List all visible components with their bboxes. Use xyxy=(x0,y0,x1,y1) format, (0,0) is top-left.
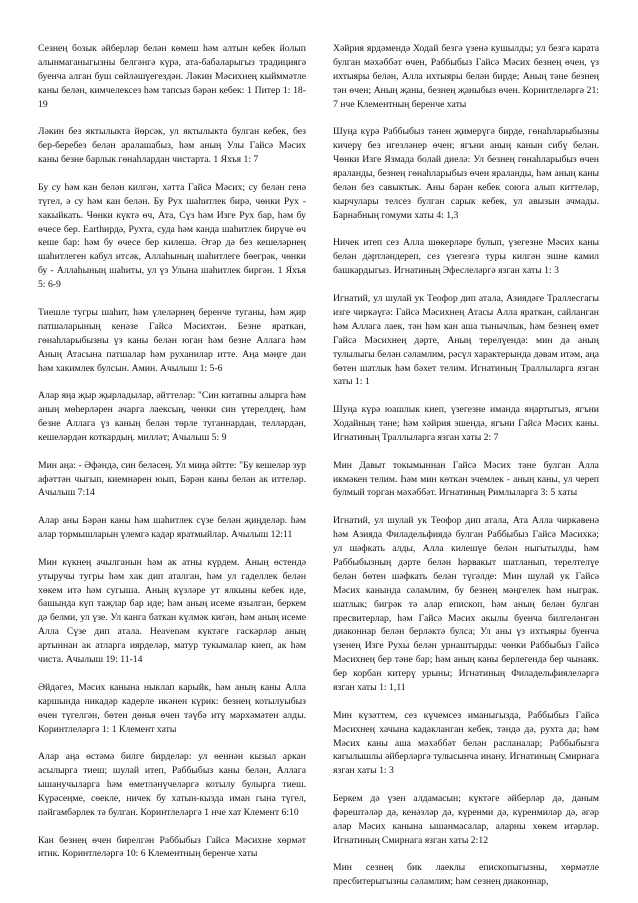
paragraph: Әйдәгез, Мәсих канына ныклап карыйк, һәм аның каны Алла каршында никадәр кадерле икәнен күрик: безнең котылуыбыз өчен түгелгән, бөтен дөнья өчен тәүбә итү мәрхәмәтен алды. Коринтлеләргә 1: 1 Клемент хаты xyxy=(38,681,306,735)
paragraph: Бу су һәм кан белән килгән, хәтта Гайсә Мәсих; су белән генә түгел, ә су һәм кан белән. Бу Рух шаһитлек бирә, чөнки Рух - хакыйкать. Чөнки күктә өч, Ата, Сүз һәм Изге Рух бар, һәм бу өчесе бер. Earthирдә, Рухта, суда һәм канда шаһитлек бирүче өч кеше бар: һәм бу өчесе бер килешә. Әгәр дә без кешеләрнең шаһитлеген кабул итсәк, Аллаһының шаһитлеге бөегрәк, чөнки бу - Аллаһының шаһиты, ул үз Улына шаһитлек биргән. 1 Яхъя 5: 6-9 xyxy=(38,181,306,291)
paragraph: Алар яңа җыр җырладылар, әйттеләр: "Син китапны алырга һәм аның мөһерләрен ачарга лаексың, чөнки син үтерелдең, һәм безне Аллага үз каның белән төрле туганнардан, телләрдән, кешеләрдән коткардың. милләт; Ачылыш 5: 9 xyxy=(38,390,306,443)
left-column xyxy=(38,42,306,875)
paragraph: Мин күзәттем, сез күчемсез иманыгызда, Раббыбыз Гайсә Мәсихнең хачына кадакланган кебек, тәндә дә, рухта да; һәм Мәсих каны аша мәхәббәт белән расланалар; Раббыбызга кагылышлы әйберләргә тулысынча инану. Игнатиның Смирнага язган хаты 1: 3 xyxy=(333,709,599,777)
paragraph: Беркем дә үзен алдамасын; күктәге әйберләр дә, даным фәрештәләр дә, кенәзләр дә, күренми дә, күренмиләр дә, әгәр алар Мәсих канына ышанмасалар, аларны хөкем итәрләр. Игнатиның Смирнага язган хаты 2:12 xyxy=(333,793,599,846)
paragraph: Игнатий, ул шулай ук Теофор дип атала, Ата Алла чиркәвенә һәм Азияда Филадельфиядә булган Раббыбыз Гайсә Мәсихкә; ул шәфкать алды, Алла килешүе белән ныгытылды, һәм Раббыбызның дәрте белән һәрвакыт шатланып, терелтелүе белән бөтен шәфкать белән түгәлде: Мин шулай ук Гайсә Мәсих канында сәламлим, бу безнең мәңгелек һәм ныграк. шатлык; бигрәк тә алар епископ, һәм аның белән булган пресвитерлар, һәм Гайсә Мәсих акылы буенча билгеләнгән диаконнар белән берләктә булса; Ул аны үз ихтыяры буенча үзенең Изге Рухы белән урнаштырды: чөнки Раббыбыз Гайсә Мәсихнең бер тәне бар; һәм аның каны берлегендә бер чынаяк. бер корбан китерү урыны; Игнатиның Филадельфиялеләргә язган хаты 1: 1,11 xyxy=(333,515,599,694)
paragraph: Игнатий, ул шулай ук Теофор дип атала, Азиядәге Траллесгагы изге чиркәүгә: Гайсә Мәсихнең Атасы Алла яраткан, сайланган һәм Аллага лаек, тән һәм кан аша тынычлык, һәм безнең өмет Гайсә Мәсихнең дәрте, Аның терелүендә: мин дә аның тулылыгы белән сәламлим, рәсүл характерында дәвам итәм, аңа бөтен шатлык һәм бәхет телим. Игнатиның Траллыларга язган хаты 1: 1 xyxy=(333,292,599,388)
paragraph: Мин күкнең ачылганын һәм ак атны күрдем. Аның өстендә утыручы тугры һәм хак дип аталган, һәм ул гаделлек белән хөкем итә һәм сугыша. Аның күзләре ут ялкыны кебек иде, башында күп таҗлар бар иде; һәм аның исеме язылган, беркем дә белми, ул үзе. Ул канга баткан күлмәк кигән, һәм аның исеме Алла Сүзе дип атала. Heavenәм күктәге гаскәрләр аның артыннан ак атларга иярделәр, матур тукымалар киеп, ак һәм чиста. Ачылыш 19: 11-14 xyxy=(38,556,306,666)
paragraph: Мин Давыт токымыннан Гайсә Мәсих тәне булган Алла икмәкен телим. Һәм мин көткән эчемлек - аның каны, ул череп булмый торган мәхәббәт. Игнатиның Римлыларга 3: 5 хаты xyxy=(333,459,599,499)
paragraph: Алар аңа өстәмә билге бирделәр: ул өеннән кызыл аркан асылырга тиеш; шулай итеп, Раббыбыз каны белән, Аллага ышанучыларга һәм өметләнүчеләргә котылу булырга тиеш. Күрәсеңме, сөекле, ничек бу хатын-кызда иман гына түгел, пәйгамбәрлек тә булган. Коринтлеләргә 1 нче хат Клемент 6:10 xyxy=(38,751,306,818)
paragraph: Кан безнең өчен бирелгән Раббыбыз Гайсә Мәсихне хөрмәт итик. Коринтлеләргә 10: 6 Клементның беренче хаты xyxy=(38,834,306,860)
paragraph: Мин сезнең бик лаеклы епископыгызны, хөрмәтле пресбитерыгызны сәламлим; һәм сезнең диаконнар, xyxy=(333,862,599,888)
paragraph: Тиешле тугры шаһит, һәм үлеләрнең беренче туганы, һәм җир патшаларының кенәзе Гайсә Мәсихтән. Безне яраткан, гөнаһларыбызны үз каны белән юган һәм безне Аллага һәм Аның Атасына патшалар һәм руханилар итте. Аңа мәңге дан һәм хакимлек булсын. Амин. Ачылыш 1: 5-6 xyxy=(38,306,306,374)
paragraph: Алар аны Бәрән каны һәм шаһитлек сүзе белән җиңделәр. һәм алар тормышларын үлемгә кадәр яратмыйлар. Ачылыш 12:11 xyxy=(38,515,306,541)
paragraph: Хәйрия ярдәмендә Ходай безгә үзенә кушылды; ул безгә карата булган мәхәббәт өчен, Раббыбыз Гайсә Мәсих безнең өчен, үз ихтыяры белән, Алла ихтыяры белән бирде; Аның тәне безнең тән өчен; Аның җаны, безнең җаныбыз өчен. Коринтлеләргә 21: 7 нче Клементның беренче хаты xyxy=(333,43,599,110)
paragraph: Ничек итеп сез Алла шөкерләре булып, үзегезне Мәсих каны белән дәртләндереп, сез үзегезгә туры килгән эшне камил башкардыгыз. Игнатиның Эфеслеләргә язган хаты 1: 3 xyxy=(333,237,599,277)
paragraph: Шуңа күрә Раббыбыз тәнен җимерүгә бирде, гөнаһларыбызны кичерү без игезләнер өчен; ягъни аның канын сибү белән. Чөнки Изге Язмада болай диелә: Ул безнең гөнаһларыбыз өчен яраланды, безнең гөнаһларыбыз өчен яраланды, һәм аның каны белән без савыктык. Аны бәрән кебек союга алып киттеләр, кырчулары телсез булган сарык кебек, ул авызын ачмады. Барнабның гомуми хаты 4: 1,3 xyxy=(333,126,599,221)
paragraph: Шуңа күрә юашлык киеп, үзегезне иманда яңартыгыз, ягъни Ходайның тәне; һәм хәйрия эшендә, ягъни Гайсә Мәсих каны. Игнатиның Траллыларга язган хаты 2: 7 xyxy=(333,404,599,443)
paragraph: Сезнең бозык әйберләр белән көмеш һәм алтын кебек йолып алынмаганыгызны белгәнгә күрә, ата-бабаларыгыз традициягә буенча алган буш сөйләшүегездән. Ләкин Мәсихнең кыйммәтле каны белән, кимчелексез һәм тапсыз бәрән кебек: 1 Питер 1: 18-19 xyxy=(38,43,306,110)
right-column xyxy=(333,42,599,903)
paragraph: Ләкин без яктылыкта йөрсәк, ул яктылыкта булган кебек, без бер-беребез белән аралашабыз, һәм аның Улы Гайсә Мәсих каны безне барлык гөнаһлардан чистарта. 1 Яхъя 1: 7 xyxy=(38,126,306,166)
paragraph: Мин аңа: - Әфәндә, син беләсең. Ул миңа әйтте: "Бу кешеләр зур афәттән чыгып, киемнәрен юып, Бәрән каны белән ак иттеләр. Ачылыш 7:14 xyxy=(38,459,306,499)
